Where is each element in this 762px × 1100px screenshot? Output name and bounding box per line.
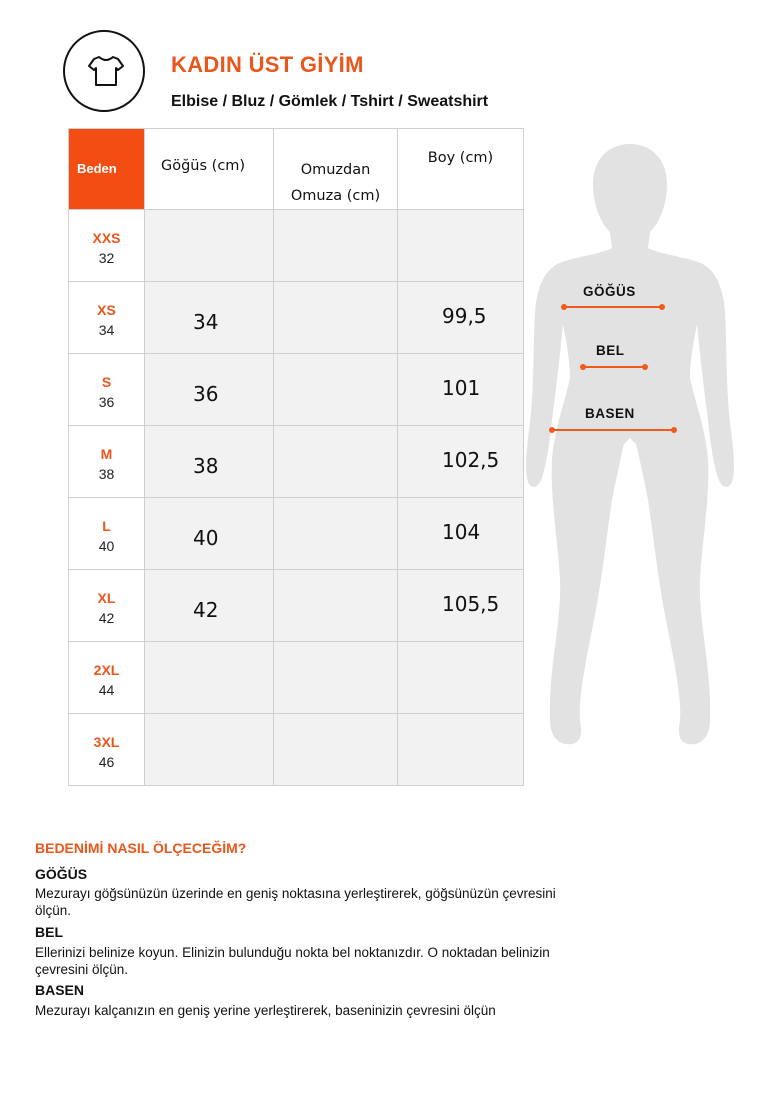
measure-dot [642, 364, 648, 370]
size-table [68, 128, 524, 786]
guide-chest-text: Mezurayı göğsünüzün üzerinde en geniş noktasına yerleştirerek, göğsünüzün çevresini ölçün. [35, 886, 556, 918]
tshirt-icon [87, 54, 125, 88]
shoulder-cell [274, 714, 398, 786]
length-cell: 104 [398, 498, 524, 570]
length-cell: 99,5 [398, 282, 524, 354]
table-row [69, 426, 524, 498]
table-row [69, 714, 524, 786]
size-number: 40 [98, 538, 115, 554]
size-cell [69, 426, 145, 498]
chest-cell [145, 210, 274, 282]
size-cell [69, 282, 145, 354]
measure-dot [671, 427, 677, 433]
size-code: L [102, 518, 111, 534]
size-code: XXS [92, 230, 121, 246]
shoulder-cell [274, 498, 398, 570]
size-cell [69, 210, 145, 282]
size-number: 44 [98, 682, 115, 698]
shoulder-cell [274, 210, 398, 282]
size-code: M [100, 446, 113, 462]
table-row [69, 210, 524, 282]
guide-hip-text: Mezurayı kalçanızın en geniş yerine yerleştirerek, baseninizin çevresini ölçün [35, 1003, 496, 1018]
guide-chest-title: GÖĞÜS [35, 866, 88, 882]
body-silhouette [520, 140, 740, 755]
length-cell: 101 [398, 354, 524, 426]
size-number: 36 [98, 394, 115, 410]
length-cell [398, 642, 524, 714]
chest-cell [145, 642, 274, 714]
size-number: 34 [98, 322, 115, 338]
header-length: Boy (cm) [398, 129, 524, 210]
guide-hip-title: BASEN [35, 982, 85, 998]
chest-measure-line [564, 306, 662, 308]
size-code: 3XL [93, 734, 120, 750]
page-title: KADIN ÜST GİYİM [171, 52, 364, 77]
size-number: 38 [98, 466, 115, 482]
guide-waist-title: BEL [35, 924, 63, 940]
shoulder-cell [274, 426, 398, 498]
chest-cell [145, 714, 274, 786]
page-subtitle: Elbise / Bluz / Gömlek / Tshirt / Sweatshirt [171, 93, 489, 110]
chest-cell: 42 [145, 570, 274, 642]
figure-label-chest: GÖĞÜS [583, 284, 636, 299]
table-row [69, 354, 524, 426]
header-size: Beden [69, 129, 145, 210]
table-row [69, 498, 524, 570]
measure-dot [549, 427, 555, 433]
chest-cell: 34 [145, 282, 274, 354]
figure-label-waist: BEL [596, 343, 625, 358]
size-number: 42 [98, 610, 115, 626]
size-code: S [101, 374, 112, 390]
shoulder-cell [274, 570, 398, 642]
guide-title: BEDENİMİ NASIL ÖLÇECEĞİM? [35, 840, 247, 856]
table-header-row [69, 129, 524, 210]
waist-measure-line [583, 366, 645, 368]
hip-measure-line [552, 429, 674, 431]
shoulder-cell [274, 354, 398, 426]
size-number: 32 [98, 250, 115, 266]
measure-dot [561, 304, 567, 310]
guide-waist-text: Ellerinizi belinize koyun. Elinizin bulunduğu nokta bel noktanızdır. O noktadan belinizin çevresini ölçün. [35, 945, 550, 977]
size-code: 2XL [93, 662, 120, 678]
figure-label-hip: BASEN [585, 406, 635, 421]
table-row [69, 642, 524, 714]
length-cell [398, 714, 524, 786]
size-code: XL [97, 590, 116, 606]
chest-cell: 36 [145, 354, 274, 426]
header-chest: Göğüs (cm) [145, 129, 274, 210]
measure-dot [580, 364, 586, 370]
table-row [69, 570, 524, 642]
chest-cell: 38 [145, 426, 274, 498]
size-cell [69, 714, 145, 786]
size-number: 46 [98, 754, 115, 770]
chest-cell: 40 [145, 498, 274, 570]
measure-dot [659, 304, 665, 310]
size-code: XS [97, 302, 116, 318]
size-cell [69, 498, 145, 570]
length-cell [398, 210, 524, 282]
size-cell [69, 354, 145, 426]
length-cell: 105,5 [398, 570, 524, 642]
size-cell [69, 642, 145, 714]
length-cell: 102,5 [398, 426, 524, 498]
header-shoulder: Omuzdan Omuza (cm) [274, 129, 398, 210]
size-cell [69, 570, 145, 642]
logo-badge [63, 30, 145, 112]
shoulder-cell [274, 642, 398, 714]
shoulder-cell [274, 282, 398, 354]
table-row [69, 282, 524, 354]
